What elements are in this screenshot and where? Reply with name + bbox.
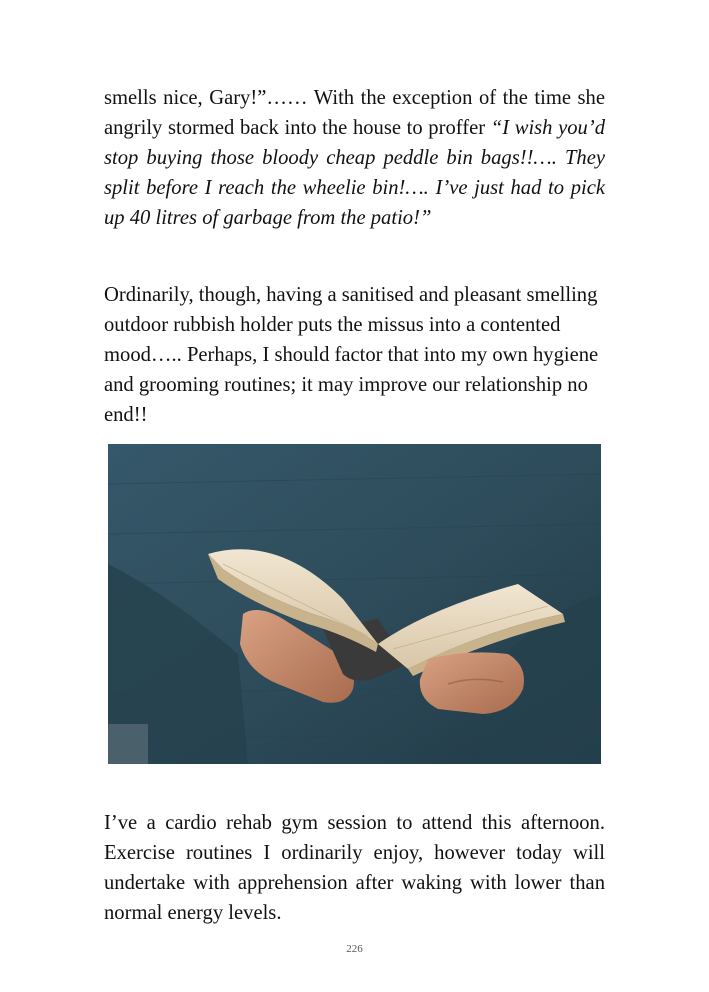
page-number: 226 xyxy=(346,943,363,955)
paragraph-2: Ordinarily, though, having a sanitised and pleasant smelling outdoor rubbish holder puts the missus into a contented mood….. Perhaps, I should factor that into my own hygiene and grooming routines; it may improve our relationship no end!! xyxy=(104,284,599,426)
photo-illustration xyxy=(108,444,601,764)
paragraph-3: I’ve a cardio rehab gym session to attend this afternoon. Exercise routines I ordinarily enjoy, however today will undertake with apprehension after waking with lower than normal energy levels. xyxy=(104,812,605,924)
reading-book-photo xyxy=(108,444,601,764)
paragraph-1-text: smells nice, Gary!”…… With the exception of the time she angrily stormed back into the house to proffer xyxy=(104,87,605,139)
paragraph-1 xyxy=(104,83,605,233)
paragraph-1-quote: “I wish you’d stop buying those bloody cheap peddle bin bags!!…. They split before I reach the wheelie bin!…. I’ve just had to pick up 40 litres of garbage from the patio!” xyxy=(104,117,606,229)
